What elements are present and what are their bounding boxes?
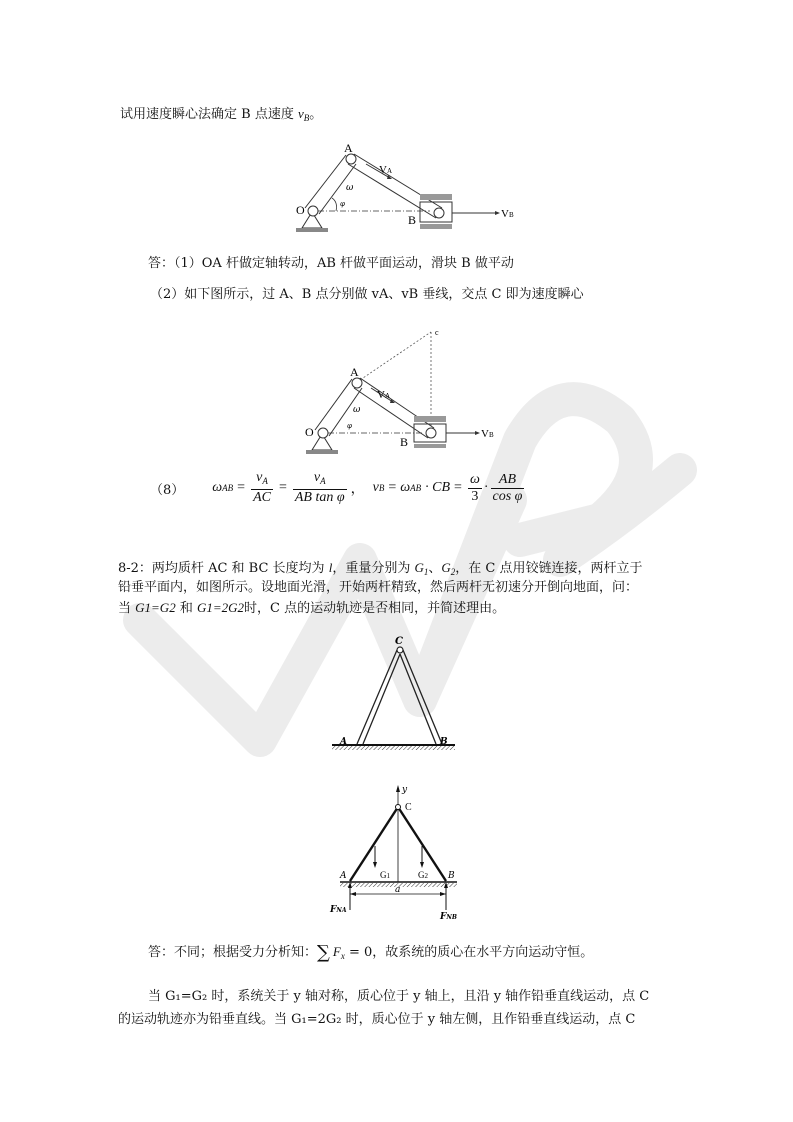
dot-cb: · CB (425, 480, 451, 495)
problem-2-line-3 (118, 600, 505, 617)
answer-2 (148, 944, 593, 964)
phi-label: φ (340, 200, 345, 208)
vb-sub: B (378, 483, 385, 493)
label-O: O (305, 425, 314, 439)
frac-va-abtan (293, 470, 347, 506)
num: AB (491, 472, 525, 489)
den: cos φ (492, 488, 523, 504)
label-B: B (440, 737, 448, 747)
equals: = (278, 480, 287, 495)
label-A: A (344, 141, 353, 155)
frac-va-ac (251, 470, 273, 506)
label-O: O (296, 203, 305, 217)
label-C: C (395, 636, 403, 647)
label-A: A (350, 365, 359, 379)
var-g1: G (414, 560, 424, 575)
label-vA: V (379, 164, 387, 176)
label-y: y (402, 785, 408, 795)
label-vB-sub: B (488, 431, 494, 439)
var-v: v (297, 106, 304, 121)
label-B: B (448, 871, 455, 881)
problem-intro (120, 106, 322, 126)
label-C: c (435, 328, 439, 337)
text: ，在 C 点用铰链连接，两杆立于 (455, 561, 643, 576)
svg-text:VB (501, 208, 514, 220)
equals: = (388, 480, 397, 495)
sub: NA (336, 907, 347, 914)
svg-text:VB (481, 428, 494, 440)
problem-2-line-1 (118, 560, 642, 580)
omega-label: ω (353, 405, 361, 415)
answer-1-line-2: （2）如下图所示，过 A、B 点分别做 vA、vB 垂线，交点 C 即为速度瞬心 (150, 287, 584, 302)
dot: · (483, 480, 489, 495)
sub: 2 (424, 872, 428, 880)
den: 3 (471, 488, 479, 504)
num-sub: A (262, 476, 268, 486)
svg-text:FNA (329, 905, 347, 915)
free-body-diagram (325, 782, 470, 922)
problem-2-line-2: 铅垂平面内，如图所示。设地面光滑，开始两杆精致，然后两杆无初速分开倒向地面，问： (118, 580, 639, 595)
text: 和 (175, 601, 197, 616)
sub: 1 (386, 872, 390, 880)
formula-8 (150, 470, 526, 506)
text: 8-2：两均质杆 AC 和 BC 长度均为 (118, 561, 329, 576)
explanation-line-1: 当 G₁=G₂ 时，系统关于 y 轴对称，质心位于 y 轴上，且沿 y 轴作铅垂直线运动，点 C (148, 989, 650, 1004)
den: AB tan φ (294, 490, 345, 505)
text: 当 (118, 601, 136, 616)
svg-text:VA (379, 164, 392, 176)
label-FNA: F (330, 905, 337, 915)
svg-text:G1 (380, 870, 391, 880)
label-B: B (400, 435, 409, 449)
num: ω (469, 471, 480, 487)
eq0: = 0 (344, 945, 373, 960)
label-G1: G (380, 870, 387, 880)
label-vA-sub: A (386, 167, 393, 175)
label-G2: G (418, 870, 425, 880)
label-A: A (340, 737, 347, 747)
den: AC (253, 490, 271, 505)
intro-text: 试用速度瞬心法确定 B 点速度 (120, 107, 298, 122)
label-a: a (395, 885, 401, 895)
sub: 2 (450, 567, 456, 577)
svg-text:VA (377, 389, 390, 401)
omega-ab: ω (212, 480, 223, 495)
num: v (256, 470, 263, 485)
var-v-sub: B (303, 113, 310, 123)
omega-label: ω (346, 183, 354, 193)
omega-ab-sub: AB (222, 483, 234, 493)
mechanism-figure-2 (295, 322, 530, 457)
var-g2: G (441, 560, 451, 575)
explanation-line-2: 的运动轨迹亦为铅垂直线。当 G₁=2G₂ 时，质心位于 y 轴左侧，且作铅垂直线运动，点 C (118, 1012, 636, 1027)
label-vB: V (481, 428, 489, 440)
cond-1: G1=G2 (135, 600, 176, 615)
phi-label: φ (347, 422, 352, 430)
num-sub: A (320, 476, 326, 486)
cond-2: G1=2G2 (196, 600, 245, 615)
label-B: B (408, 213, 417, 227)
label-vB: V (501, 208, 509, 220)
rods-figure (330, 632, 460, 752)
separator: ， (350, 481, 365, 497)
answer-1-line-1: 答：（1）OA 杆做定轴转动，AB 杆做平面运动，滑块 B 做平动 (148, 256, 514, 271)
text: 、 (428, 561, 442, 576)
sub: NB (446, 914, 457, 921)
var-l: l (328, 560, 333, 575)
svg-text:FNB (439, 912, 457, 922)
label-vA: V (377, 389, 385, 401)
sub: 1 (423, 567, 429, 577)
equals: = (454, 480, 462, 495)
intro-end: 。 (309, 107, 323, 122)
omega-ab: ω (400, 480, 411, 495)
vb: v (372, 480, 379, 495)
equals: = (237, 480, 246, 495)
frac-omega-3 (468, 472, 482, 505)
sub: x (340, 951, 345, 961)
svg-text:G2 (418, 870, 429, 880)
label-A: A (340, 871, 347, 881)
frac-ab-cos (491, 472, 525, 505)
mechanism-figure-1 (290, 140, 530, 235)
text: ，故系统的质心在水平方向运动守恒。 (372, 945, 594, 960)
label-C: C (405, 802, 412, 813)
label-vB-sub: B (508, 211, 514, 219)
var-F: F (332, 944, 341, 959)
label-FNB: F (440, 912, 447, 922)
text: 答：不同；根据受力分析知： (148, 945, 318, 960)
sum-symbol: ∑ (317, 942, 330, 963)
omega-ab-sub: AB (410, 483, 422, 493)
text: ，重量分别为 (332, 561, 415, 576)
num: v (313, 470, 321, 485)
label-vA-sub: A (384, 392, 391, 400)
formula-index: （8） (150, 482, 185, 498)
text: 时，C 点的运动轨迹是否相同，并简述理由。 (244, 601, 506, 616)
